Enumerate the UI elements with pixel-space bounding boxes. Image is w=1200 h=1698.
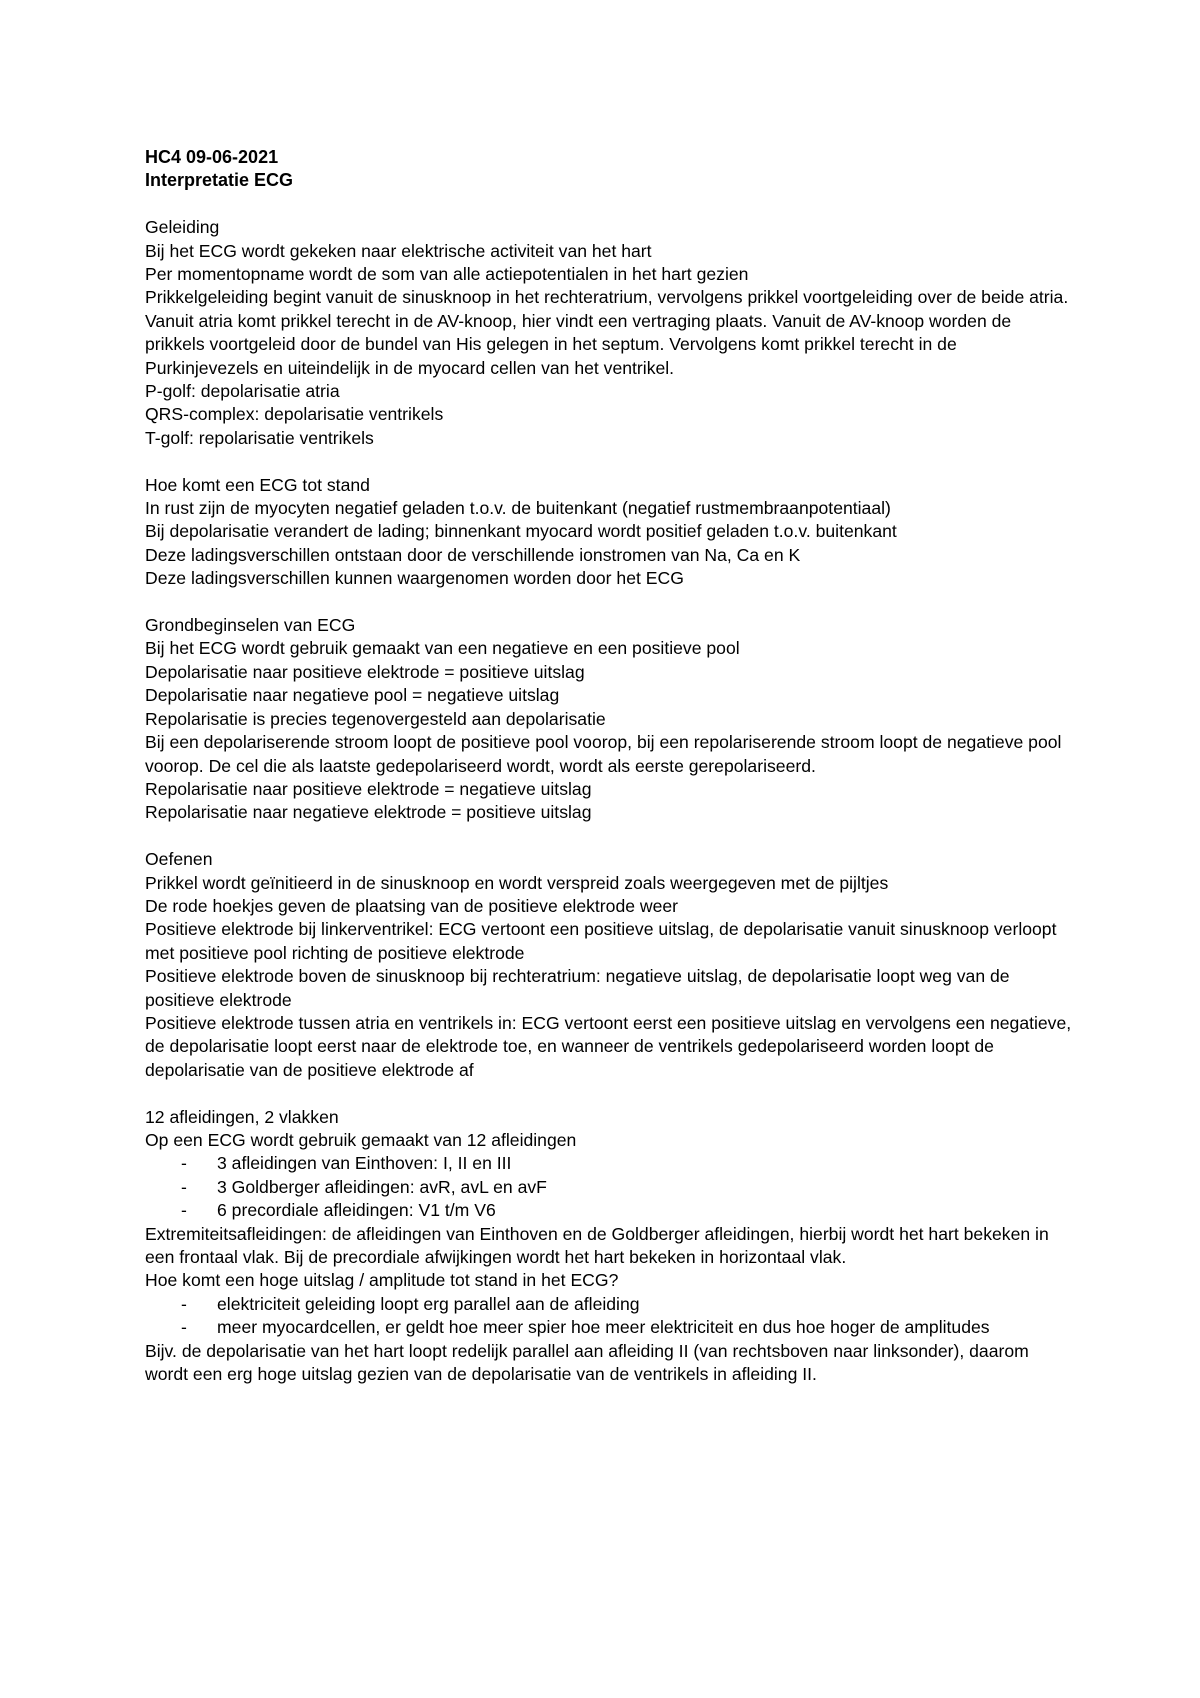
paragraph-line: Repolarisatie naar negatieve elektrode = positieve uitslag [145, 802, 592, 823]
list-item: - 3 Goldberger afleidingen: avR, avL en avF [181, 1176, 1075, 1199]
list-item: - 3 afleidingen van Einthoven: I, II en III [181, 1152, 1075, 1175]
paragraph-line: Depolarisatie naar positieve elektrode = positieve uitslag [145, 661, 585, 682]
section-grondbeginselen [145, 614, 1075, 825]
afleidingen-list [145, 1152, 1075, 1222]
paragraph-line: In rust zijn de myocyten negatief geladen t.o.v. de buitenkant (negatief rustmembraanpotentiaal) [145, 498, 891, 519]
paragraph-line: Bij het ECG wordt gebruik gemaakt van een negatieve en een positieve pool [145, 638, 740, 659]
paragraph-line: Hoe komt een hoge uitslag / amplitude tot stand in het ECG? [145, 1270, 619, 1291]
paragraph-line: De rode hoekjes geven de plaatsing van de positieve elektrode weer [145, 895, 679, 916]
document-subtitle: Interpretatie ECG [145, 170, 294, 191]
section-heading: Oefenen [145, 849, 213, 870]
paragraph-line: T-golf: repolarisatie ventrikels [145, 427, 374, 448]
paragraph-line: Repolarisatie is precies tegenovergesteld aan depolarisatie [145, 708, 606, 729]
paragraph-line: Bij een depolariserende stroom loopt de positieve pool voorop, bij een repolariserende stroom loopt de negatieve pool voorop. De cel die als laatste gedepolariseerd wordt, wordt als eerste gerepolariseerd. [145, 732, 1062, 776]
section-heading: 12 afleidingen, 2 vlakken [145, 1106, 339, 1127]
paragraph-line: Extremiteitsafleidingen: de afleidingen van Einthoven en de Goldberger afleidingen, hierbij wordt het hart bekeken in een frontaal vlak. Bij de precordiale afwijkingen wordt het hart bekeken in horizontaal vlak. [145, 1223, 1049, 1268]
paragraph-line: Positieve elektrode tussen atria en ventrikels in: ECG vertoont eerst een positieve uitslag en vervolgens een negatieve, de depolarisatie loopt eerst naar de elektrode toe, en wanneer de ventrikels gedepolariseerd worden loopt de depolarisatie van de positieve elektrode af [145, 1012, 1072, 1080]
section-heading: Hoe komt een ECG tot stand [145, 474, 370, 495]
paragraph-line: Positieve elektrode boven de sinusknoop bij rechteratrium: negatieve uitslag, de depolarisatie loopt weg van de positieve elektrode [145, 966, 1010, 1010]
spacer [145, 1082, 1075, 1105]
section-oefenen [145, 848, 1075, 1082]
paragraph-line: QRS-complex: depolarisatie ventrikels [145, 404, 444, 425]
section-geleiding [145, 216, 1075, 450]
spacer [145, 591, 1075, 614]
paragraph-line: Op een ECG wordt gebruik gemaakt van 12 afleidingen [145, 1129, 577, 1150]
paragraph-line: Deze ladingsverschillen kunnen waargenomen worden door het ECG [145, 568, 684, 589]
section-ecg-tot-stand [145, 474, 1075, 591]
paragraph-line: Repolarisatie naar positieve elektrode = negatieve uitslag [145, 778, 592, 799]
paragraph-line: Bijv. de depolarisatie van het hart loopt redelijk parallel aan afleiding II (van rechtsboven naar linksonder), daarom wordt een erg hoge uitslag gezien van de depolarisatie van de ventrikels in afleiding II. [145, 1340, 1029, 1385]
document-title: HC4 09-06-2021 [145, 147, 279, 167]
section-heading: Grondbeginselen van ECG [145, 615, 356, 636]
spacer [145, 193, 1075, 216]
section-heading: Geleiding [145, 217, 220, 238]
paragraph-line: Positieve elektrode bij linkerventrikel: ECG vertoont een positieve uitslag, de depolarisatie vanuit sinusknoop verloopt met positieve pool richting de positieve elektrode [145, 919, 1057, 963]
amplitude-list [145, 1293, 1075, 1340]
document-page [145, 146, 1075, 1386]
paragraph-line: Depolarisatie naar negatieve pool = negatieve uitslag [145, 685, 560, 706]
paragraph-line: Bij depolarisatie verandert de lading; binnenkant myocard wordt positief geladen t.o.v. buitenkant [145, 521, 897, 542]
list-item: - 6 precordiale afleidingen: V1 t/m V6 [181, 1199, 1075, 1222]
paragraph-line: P-golf: depolarisatie atria [145, 381, 340, 402]
list-item: - meer myocardcellen, er geldt hoe meer spier hoe meer elektriciteit en dus hoe hoger de amplitudes [181, 1316, 1075, 1339]
paragraph-line: Prikkelgeleiding begint vanuit de sinusknoop in het rechteratrium, vervolgens prikkel voortgeleiding over de beide atria. Vanuit atria komt prikkel terecht in de AV-knoop, hier vindt een vertraging plaats. Vanuit de AV-knoop worden de prikkels voortgeleid door de bundel van His gelegen in het septum. Vervolgens komt prikkel terecht in de Purkinjevezels en uiteindelijk in de myocard cellen van het ventrikel. [145, 287, 1069, 378]
spacer [145, 825, 1075, 848]
paragraph-line: Prikkel wordt geïnitieerd in de sinusknoop en wordt verspreid zoals weergegeven met de pijltjes [145, 872, 889, 893]
paragraph-line: Deze ladingsverschillen ontstaan door de verschillende ionstromen van Na, Ca en K [145, 544, 801, 565]
paragraph-line: Per momentopname wordt de som van alle actiepotentialen in het hart gezien [145, 264, 749, 285]
paragraph-line: Bij het ECG wordt gekeken naar elektrische activiteit van het hart [145, 240, 652, 261]
spacer [145, 450, 1075, 473]
section-12-afleidingen [145, 1106, 1075, 1387]
list-item: - elektriciteit geleiding loopt erg parallel aan de afleiding [181, 1293, 1075, 1316]
